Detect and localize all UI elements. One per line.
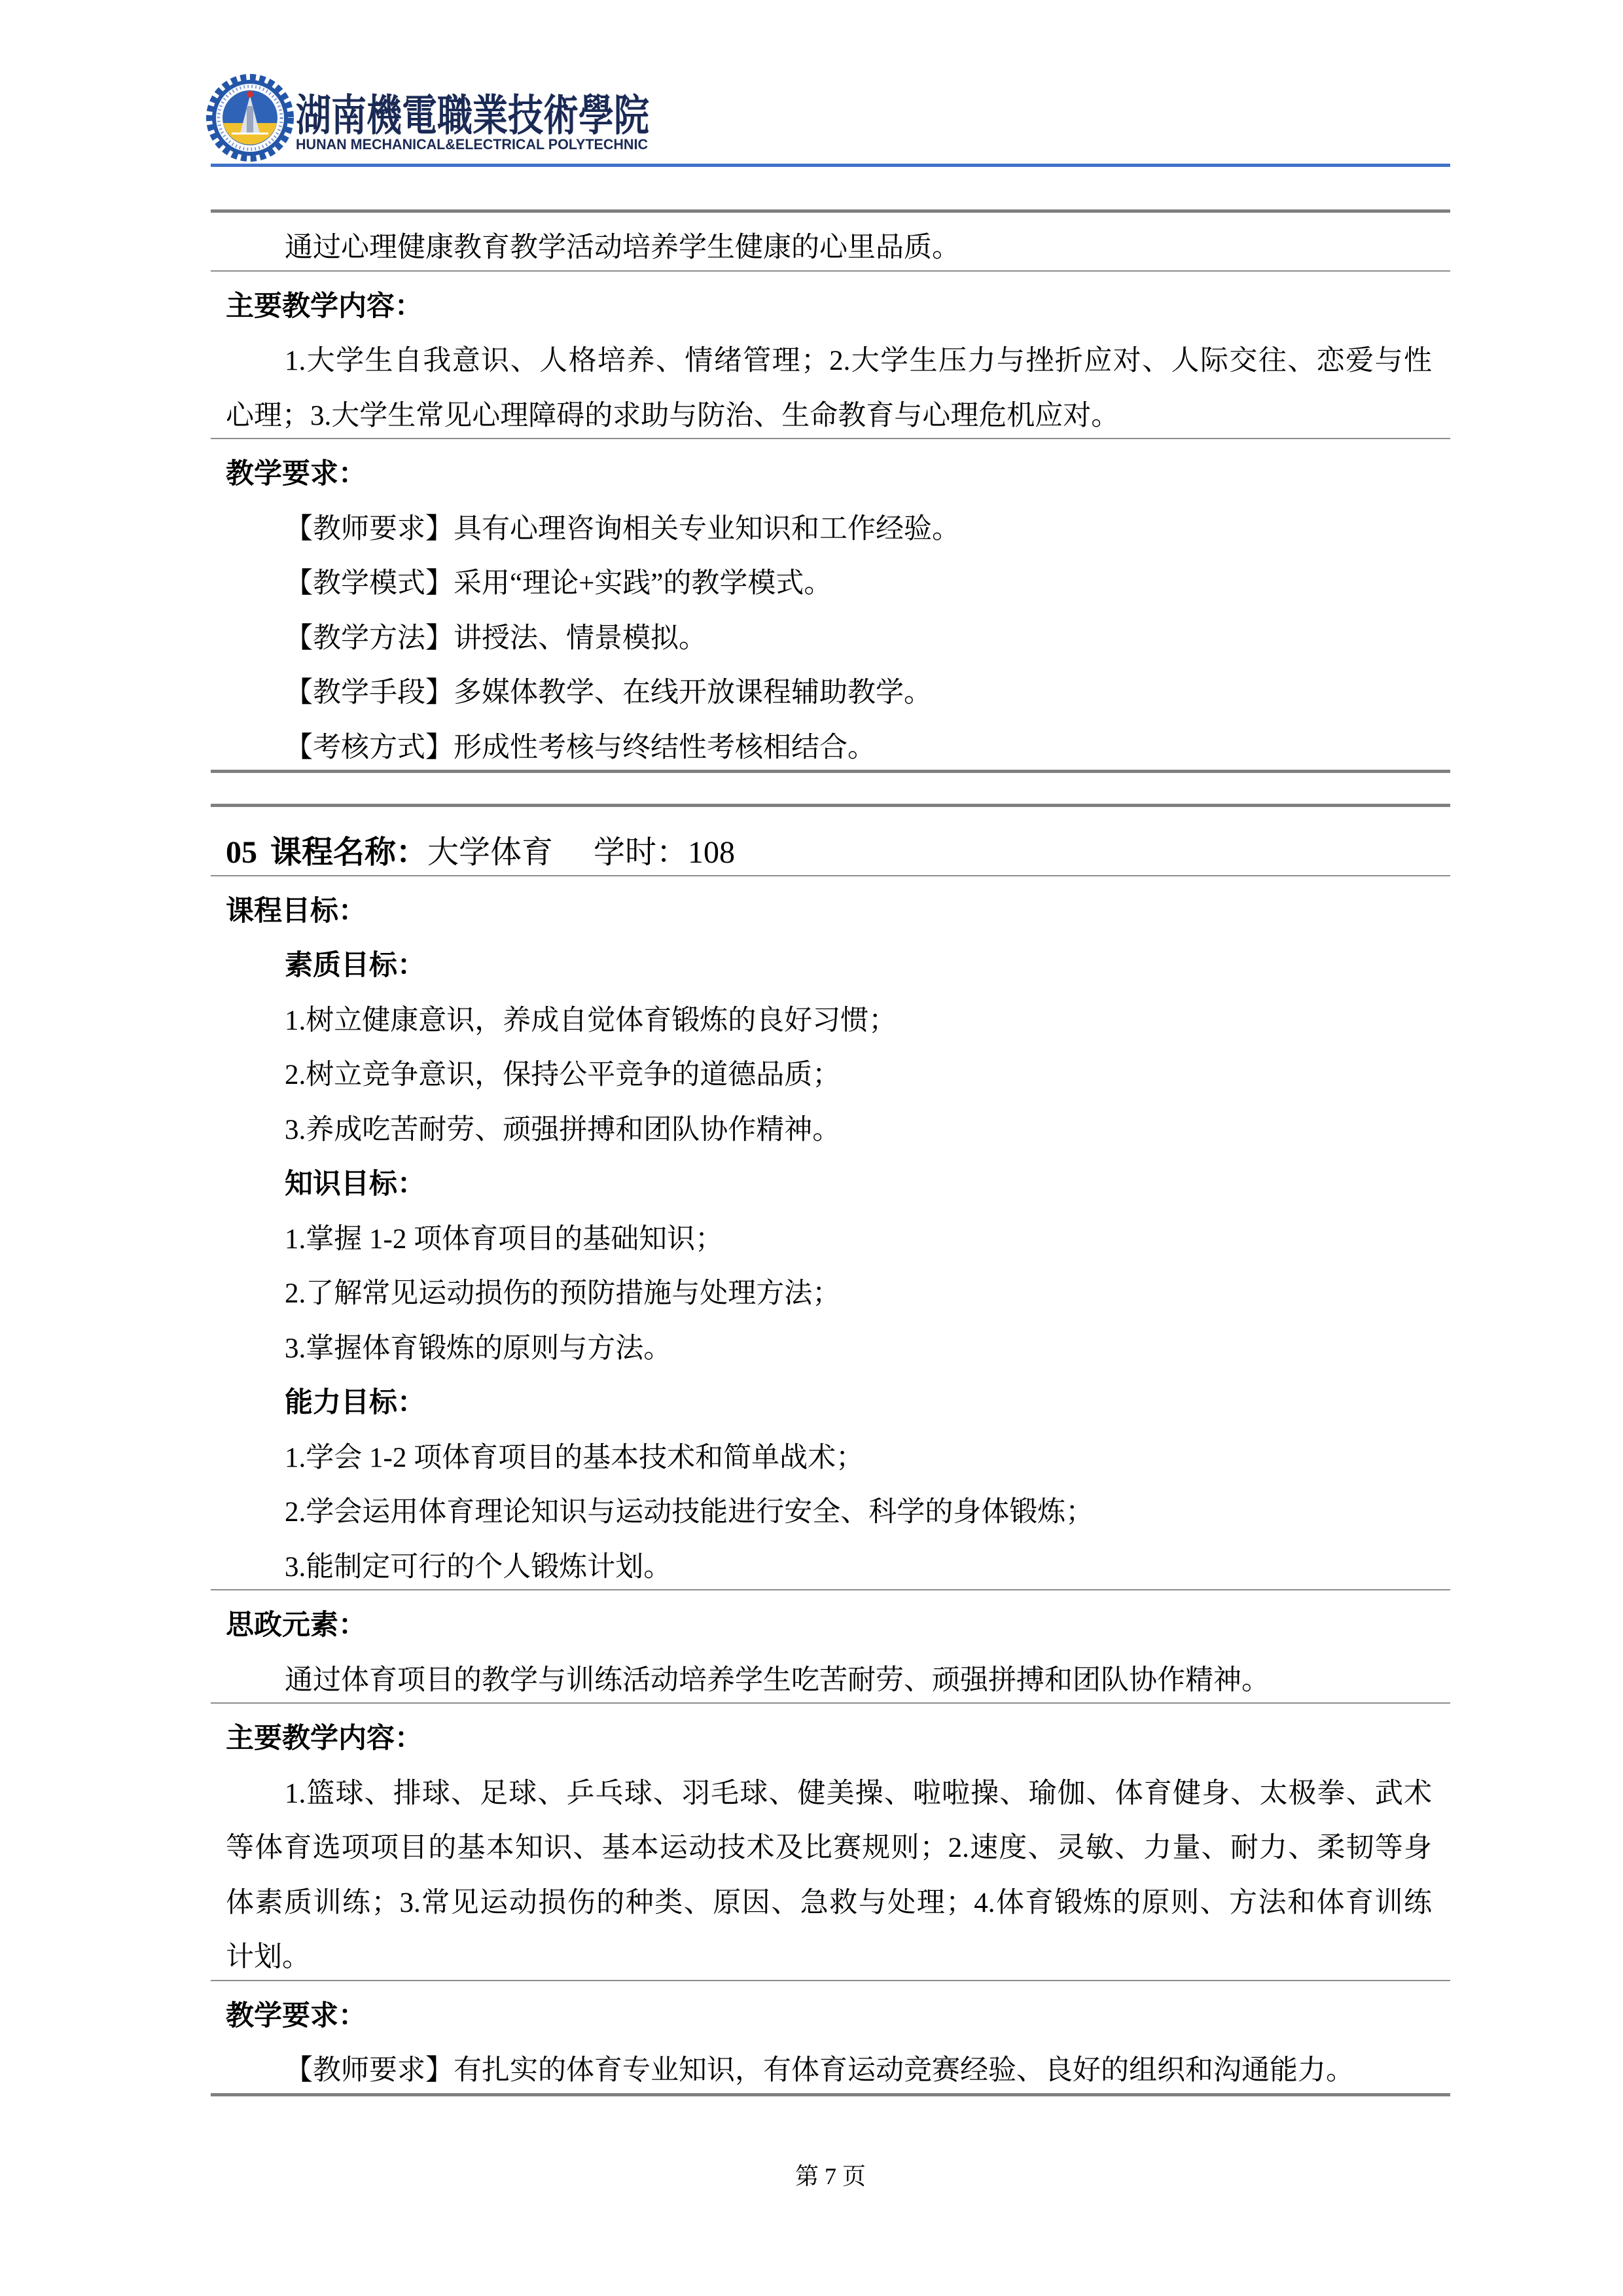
objective-item: 3.能制定可行的个人锻炼计划。 — [285, 1551, 672, 1583]
objective-item: 3.掌握体育锻炼的原则与方法。 — [285, 1333, 672, 1364]
objective-item: 1.掌握 1-2 项体育项目的基础知识； — [285, 1223, 724, 1255]
objectives-heading: 课程目标： — [226, 895, 366, 927]
quality-objectives-heading: 素质目标： — [285, 950, 425, 981]
table-gap — [211, 773, 1450, 804]
requirement-item: 【考核方式】形成性考核与终结性考核相结合。 — [285, 732, 876, 763]
course-title — [226, 825, 1432, 880]
content-heading: 主要教学内容： — [226, 1723, 423, 1754]
requirements-heading: 教学要求： — [226, 459, 366, 490]
content-heading: 主要教学内容： — [226, 291, 423, 322]
course-hours-label: 学时： — [594, 835, 688, 870]
objective-item: 2.树立竞争意识，保持公平竞争的道德品质； — [285, 1060, 841, 1090]
objective-item: 3.养成吃苦耐劳、顽强拼搏和团队协作精神。 — [285, 1114, 841, 1145]
ideology-heading: 思政元素： — [226, 1610, 366, 1641]
course-name-label: 课程名称： — [270, 835, 428, 870]
content-line: 1.大学生自我意识、人格培养、情绪管理；2.大学生压力与挫折应对、人际交往、恋爱与性 — [285, 346, 1432, 376]
requirement-item: 【教学手段】多媒体教学、在线开放课程辅助教学。 — [285, 677, 932, 708]
ideology-cell — [211, 1590, 1450, 1708]
objective-item: 1.树立健康意识，养成自觉体育锻炼的良好习惯； — [285, 1005, 897, 1036]
ideology-text: 通过心理健康教育教学活动培养学生健康的心里品质。 — [285, 232, 960, 263]
page-number: 第 7 页 — [794, 2163, 866, 2189]
objectives-cell — [211, 876, 1450, 1595]
ideology-text: 通过体育项目的教学与训练活动培养学生吃苦耐劳、顽强拼搏和团队协作精神。 — [285, 1664, 1270, 1696]
course-name: 大学体育 — [427, 835, 554, 870]
requirement-item: 【教学模式】采用“理论+实践”的教学模式。 — [285, 568, 832, 599]
school-emblem-icon — [209, 77, 291, 158]
school-name-en: HUNAN MECHANICAL&ELECTRICAL POLYTECHNIC — [296, 136, 649, 152]
course-hours: 108 — [688, 835, 736, 870]
content-line: 1.篮球、排球、足球、乒乓球、羽毛球、健美操、啦啦操、瑜伽、体育健身、太极拳、武术 — [285, 1778, 1432, 1809]
content-cell — [211, 272, 1450, 444]
content-cell — [211, 1704, 1450, 1985]
course-number: 05 — [226, 835, 257, 870]
requirements-cell — [211, 439, 1450, 775]
content-line: 计划。 — [226, 1942, 310, 1973]
knowledge-objectives-heading: 知识目标： — [285, 1169, 425, 1200]
content-line: 心理；3.大学生常见心理障碍的求助与防治、生命教育与心理危机应对。 — [226, 400, 1120, 431]
requirement-item: 【教学方法】讲授法、情景模拟。 — [285, 622, 707, 654]
ideology-cell — [211, 213, 1450, 276]
ability-objectives-heading: 能力目标： — [285, 1388, 425, 1418]
requirement-item: 【教师要求】具有心理咨询相关专业知识和工作经验。 — [285, 513, 960, 545]
requirements-cell — [211, 1981, 1450, 2098]
requirements-heading: 教学要求： — [226, 2000, 366, 2032]
content-line: 体素质训练；3.常见运动损伤的种类、原因、急救与处理；4.体育锻炼的原则、方法和体育训练 — [226, 1887, 1432, 1918]
header-rule — [211, 164, 1450, 167]
requirement-item: 【教师要求】有扎实的体育专业知识，有体育运动竞赛经验、良好的组织和沟通能力。 — [285, 2055, 1354, 2086]
school-logo — [196, 65, 668, 170]
course-04-table-continued — [211, 209, 1450, 773]
document-body — [211, 209, 1450, 2096]
school-name-cn: 湖南機電職業技術學院 — [296, 92, 649, 140]
course-05-table — [211, 804, 1450, 2096]
content-line: 等体育选项项目的基本知识、基本运动技术及比赛规则；2.速度、灵敏、力量、耐力、柔韧等身 — [226, 1833, 1432, 1863]
course-title-cell — [211, 807, 1450, 880]
objective-item: 2.了解常见运动损伤的预防措施与处理方法； — [285, 1278, 841, 1309]
objective-item: 2.学会运用体育理论知识与运动技能进行安全、科学的身体锻炼； — [285, 1497, 1094, 1528]
objective-item: 1.学会 1-2 项体育项目的基本技术和简单战术； — [285, 1442, 865, 1473]
